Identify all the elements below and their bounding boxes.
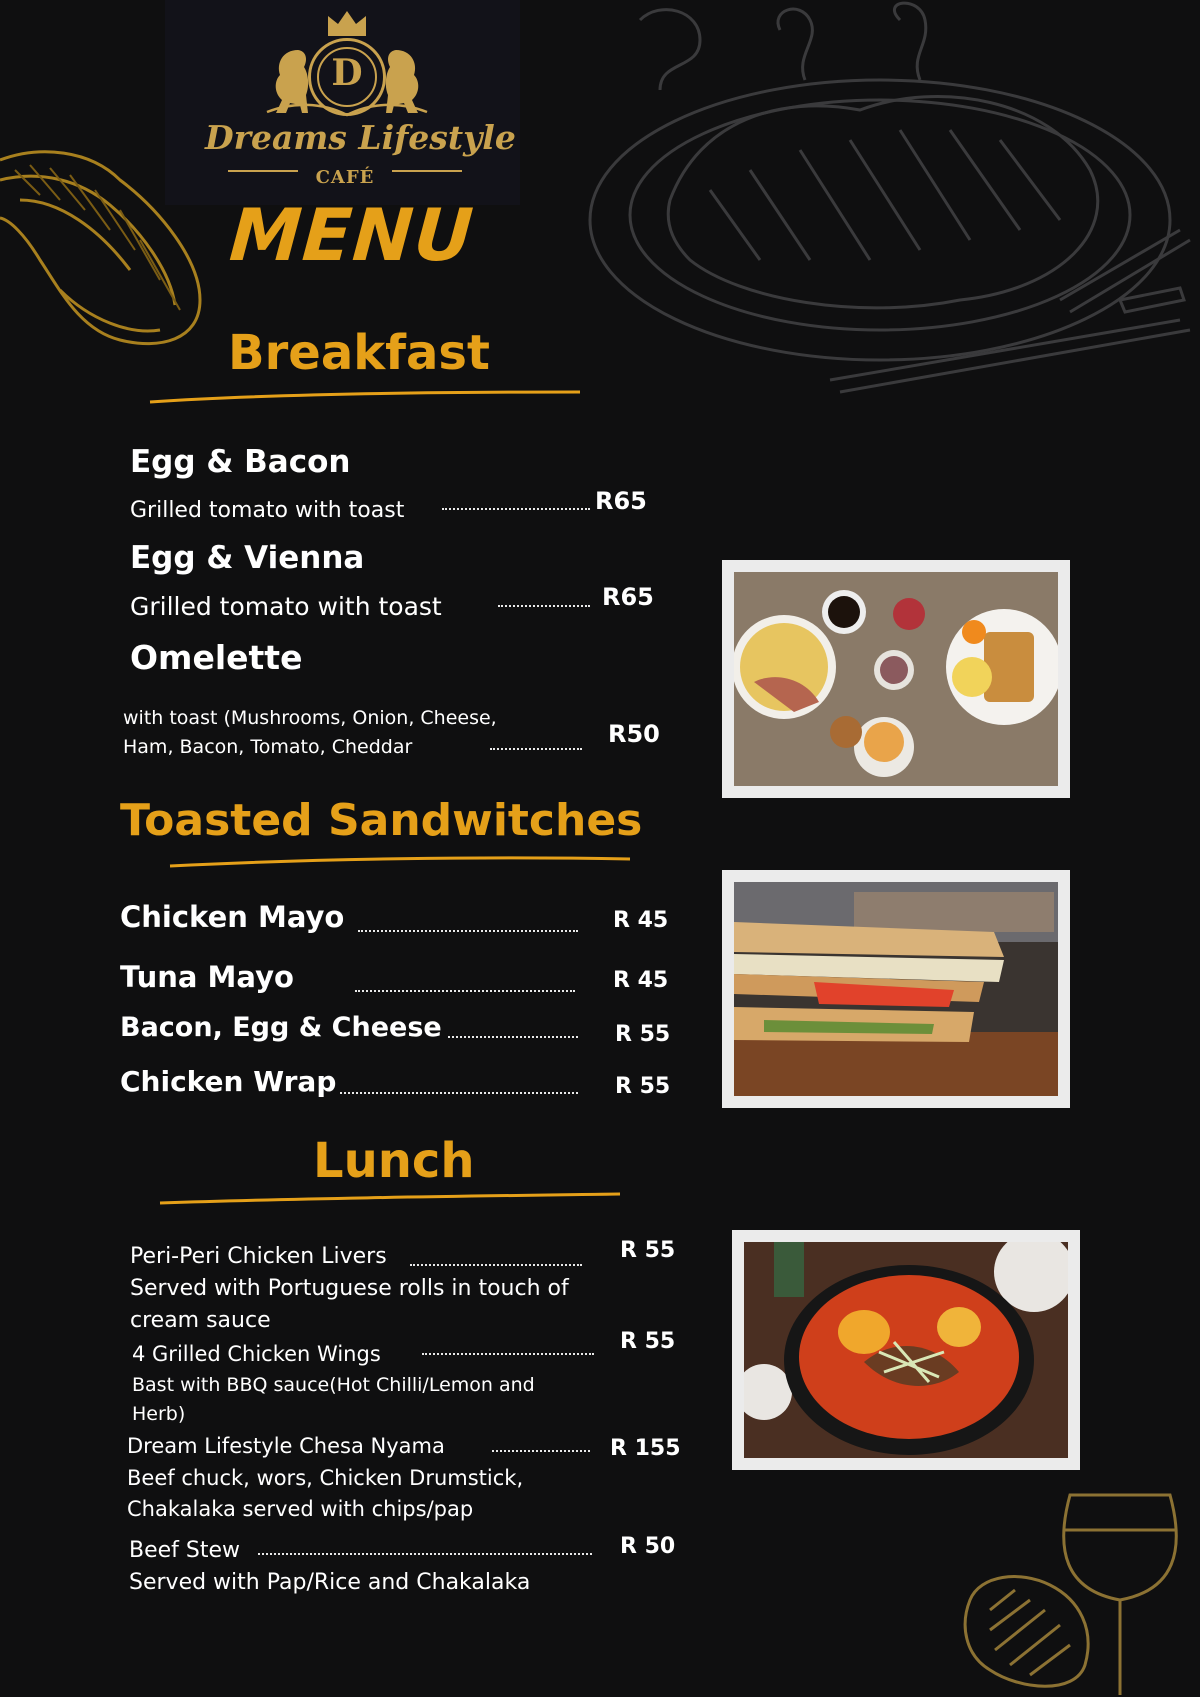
price-leader xyxy=(358,930,578,932)
lunch-item-name: Peri-Peri Chicken Livers xyxy=(130,1244,387,1269)
price-leader xyxy=(258,1553,592,1555)
breakfast-title: Breakfast xyxy=(228,325,490,381)
lunch-item-desc: Chakalaka served with chips/pap xyxy=(127,1497,474,1521)
lunch-item-price: R 55 xyxy=(620,1238,676,1263)
breakfast-photo xyxy=(722,560,1070,798)
breakfast-item-name: Egg & Vienna xyxy=(130,540,365,576)
lunch-item-price: R 155 xyxy=(610,1436,681,1461)
breakfast-item-price: R50 xyxy=(608,720,660,748)
breakfast-item-desc: with toast (Mushrooms, Onion, Cheese, xyxy=(123,707,497,729)
sandwich-item-price: R 45 xyxy=(613,908,669,933)
sandwiches-underline xyxy=(168,853,633,871)
price-leader xyxy=(340,1092,578,1094)
sandwich-item-name: Chicken Wrap xyxy=(120,1065,337,1098)
sandwich-photo xyxy=(722,870,1070,1108)
sandwich-item-name: Chicken Mayo xyxy=(120,900,345,934)
brand-underline xyxy=(228,170,298,172)
breakfast-underline xyxy=(148,388,583,406)
lunch-item-desc: Served with Pap/Rice and Chakalaka xyxy=(129,1570,531,1595)
price-leader xyxy=(448,1036,578,1038)
sandwich-item-price: R 55 xyxy=(615,1074,671,1099)
brand-underline xyxy=(392,170,462,172)
breakfast-item-name: Egg & Bacon xyxy=(130,444,351,480)
price-leader xyxy=(492,1450,590,1452)
breakfast-item-price: R65 xyxy=(595,487,647,515)
lunch-item-desc: cream sauce xyxy=(130,1308,271,1333)
price-leader xyxy=(410,1264,582,1266)
brand-name: Dreams Lifestyle xyxy=(205,118,516,157)
breakfast-item-desc: Grilled tomato with toast xyxy=(130,592,442,621)
breakfast-item-price: R65 xyxy=(602,583,654,611)
price-leader xyxy=(498,605,590,607)
menu-title: MENU xyxy=(227,193,477,277)
price-leader xyxy=(490,748,582,750)
sandwiches-title: Toasted Sandwitches xyxy=(120,795,643,846)
lunch-item-desc: Herb) xyxy=(132,1403,186,1425)
logo-letter: D xyxy=(331,52,363,94)
lunch-item-name: Dream Lifestyle Chesa Nyama xyxy=(127,1434,445,1458)
breakfast-item-desc: Grilled tomato with toast xyxy=(130,498,405,523)
breakfast-item-desc: Ham, Bacon, Tomato, Cheddar xyxy=(123,736,413,758)
lunch-item-desc: Beef chuck, wors, Chicken Drumstick, xyxy=(127,1466,524,1490)
steak-icon xyxy=(960,1570,1100,1697)
price-leader xyxy=(355,990,575,992)
lunch-item-price: R 55 xyxy=(620,1329,676,1354)
sandwich-item-price: R 45 xyxy=(613,968,669,993)
brand-sub: CAFÉ xyxy=(315,167,375,188)
steak-plate-sketch-icon xyxy=(580,0,1200,440)
lunch-underline xyxy=(158,1190,623,1208)
crown-icon xyxy=(325,8,370,38)
sandwich-item-price: R 55 xyxy=(615,1022,671,1047)
lunch-item-desc: Bast with BBQ sauce(Hot Chilli/Lemon and xyxy=(132,1374,535,1396)
sandwich-item-name: Tuna Mayo xyxy=(120,960,294,994)
sandwich-item-name: Bacon, Egg & Cheese xyxy=(120,1012,442,1043)
lunch-item-name: 4 Grilled Chicken Wings xyxy=(132,1342,381,1366)
lunch-item-name: Beef Stew xyxy=(129,1538,241,1563)
breakfast-item-name: Omelette xyxy=(130,638,303,677)
price-leader xyxy=(442,508,590,510)
lunch-item-price: R 50 xyxy=(620,1534,676,1559)
lunch-photo xyxy=(732,1230,1080,1470)
lunch-title: Lunch xyxy=(313,1133,475,1189)
price-leader xyxy=(422,1353,594,1355)
lunch-item-desc: Served with Portuguese rolls in touch of xyxy=(130,1276,569,1301)
